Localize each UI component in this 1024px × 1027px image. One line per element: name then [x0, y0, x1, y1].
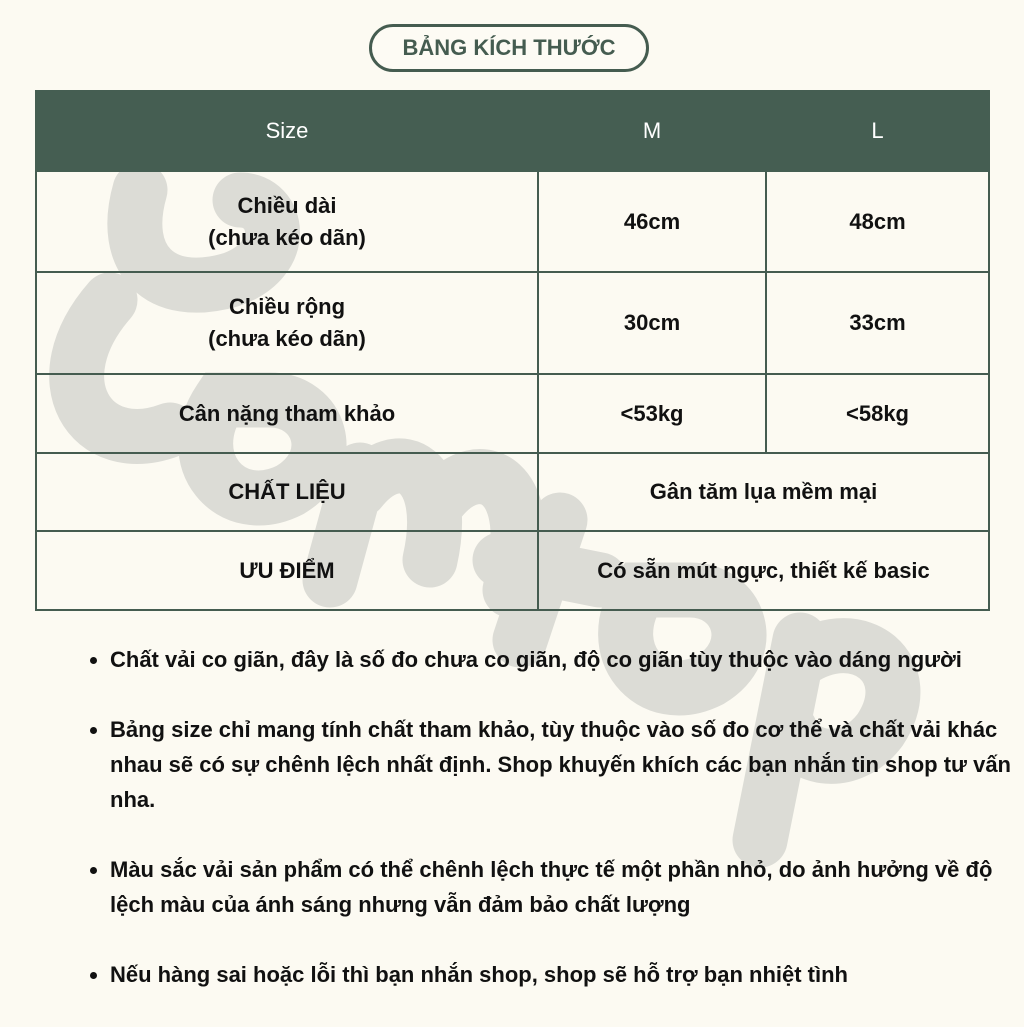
cell-l: 48cm [766, 171, 989, 272]
note-item: • Bảng size chỉ mang tính chất tham khảo, tùy thuộc vào số đo cơ thể và chất vải khác nhau sẽ có sự chênh lệch nhất định. Shop khuyến khích các bạn nhắn tin shop tư vấn nha. [110, 712, 1024, 817]
table-row [36, 374, 989, 453]
row-label-line2: (chưa kéo dãn) [208, 224, 366, 250]
header-m: M [538, 91, 766, 171]
table-row-advantage [36, 531, 989, 610]
cell-m: <53kg [538, 374, 766, 453]
size-chart-title: BẢNG KÍCH THƯỚC [369, 24, 649, 72]
row-label [36, 272, 538, 374]
cell-m: 30cm [538, 272, 766, 374]
material-label: CHẤT LIỆU [36, 453, 538, 531]
row-label [36, 171, 538, 272]
advantage-value: Có sẵn mút ngực, thiết kế basic [538, 531, 989, 610]
row-label-line1: Chiều rộng [228, 294, 346, 319]
cell-m: 46cm [538, 171, 766, 272]
notes-list [80, 642, 1024, 1027]
table-row-material [36, 453, 989, 531]
advantage-label: ƯU ĐIỂM [36, 531, 538, 610]
note-item: • Màu sắc vải sản phẩm có thể chênh lệch thực tế một phần nhỏ, do ảnh hưởng về độ lệch màu của ánh sáng nhưng vẫn đảm bảo chất lượng [110, 852, 1024, 922]
note-item: • Nếu hàng sai hoặc lỗi thì bạn nhắn shop, shop sẽ hỗ trợ bạn nhiệt tình [110, 957, 1024, 992]
row-label: Cân nặng tham khảo [36, 374, 538, 453]
header-size: Size [36, 91, 538, 171]
size-table [35, 90, 990, 611]
table-row [36, 171, 989, 272]
material-value: Gân tăm lụa mềm mại [538, 453, 989, 531]
cell-l: 33cm [766, 272, 989, 374]
row-label-line1: Chiều dài [237, 192, 337, 218]
note-item: • Chất vải co giãn, đây là số đo chưa co giãn, độ co giãn tùy thuộc vào dáng người [110, 642, 1024, 677]
cell-l: <58kg [766, 374, 989, 453]
row-label-line2: (chưa kéo dãn) [208, 326, 366, 351]
table-row [36, 272, 989, 374]
table-header-row [36, 91, 989, 171]
header-l: L [766, 91, 989, 171]
